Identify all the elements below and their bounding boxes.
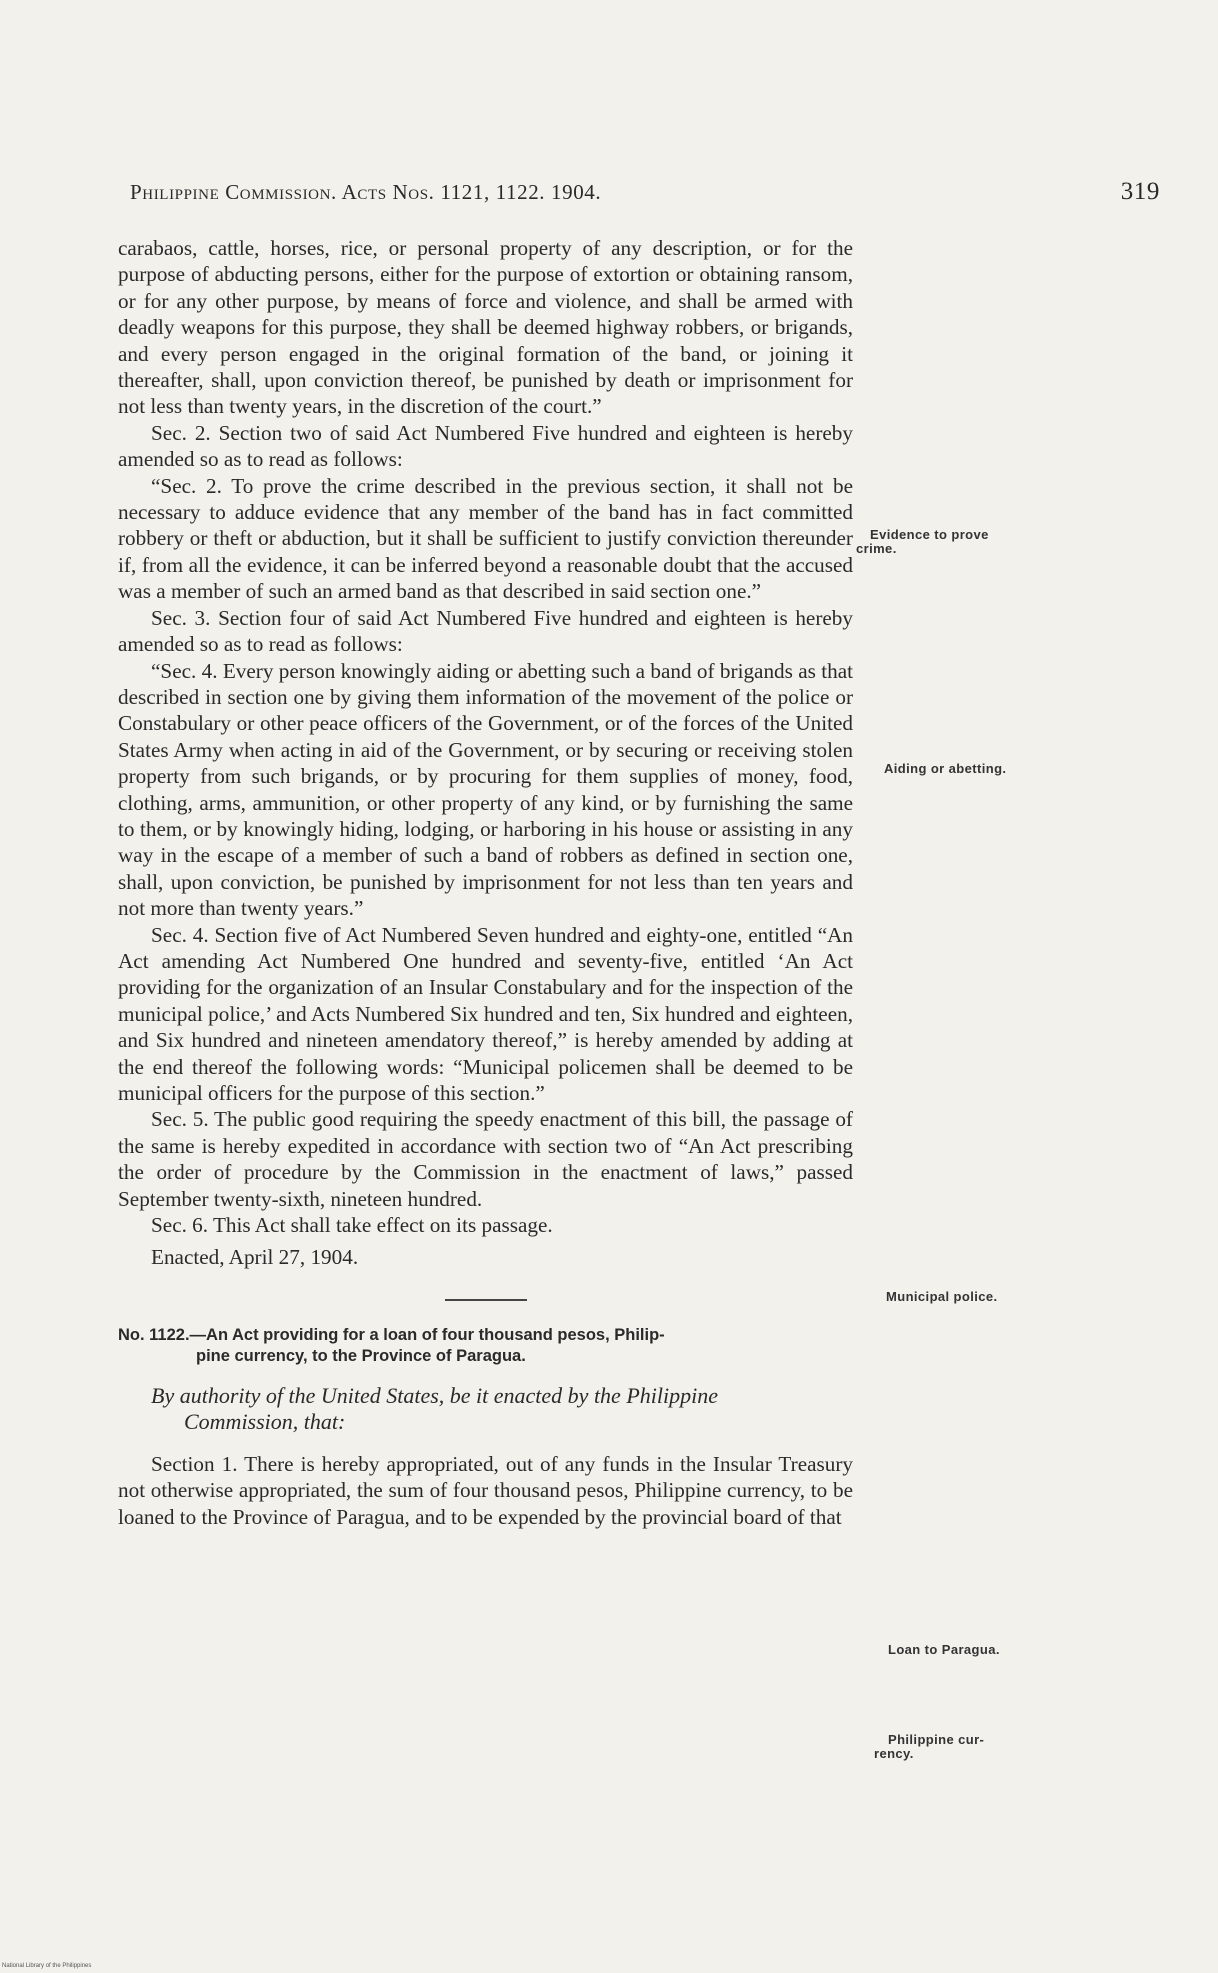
paragraph: Sec. 3. Section four of said Act Numbered Five hundred and eighteen is hereby amended so as to read as follows: [118,605,853,657]
section-divider [445,1299,527,1301]
paragraph: “Sec. 2. To prove the crime described in the previous section, it shall not be necessary to adduce evidence that any member of the band has in fact committed robbery or theft or abduction, but it shall be sufficient to justify conviction thereunder if, from all the evidence, it can be inferred beyond a reasonable doubt that the accused was a member of such an armed band as that described in said section one.” [118,473,853,604]
margin-note-line: Evidence to prove [870,527,989,542]
enacting-clause [118,1383,853,1435]
act-heading-line1: No. 1122.—An Act providing for a loan of four thousand pesos, Philip- [118,1325,665,1344]
enacting-clause-line2: Commission, that: [184,1408,346,1434]
margin-note-loan: Loan to Paragua. [888,1642,1000,1657]
enacting-clause-line1: By authority of the United States, be it enacted by the Philippine [151,1382,718,1408]
margin-note-line: Philippine cur- [888,1732,985,1747]
margin-note-line: crime. [856,541,897,556]
enacted-line: Enacted, April 27, 1904. [151,1245,359,1270]
page-number: 319 [1120,178,1160,205]
act-heading [118,1325,908,1367]
act-heading-line2: pine currency, to the Province of Paragua. [196,1346,526,1365]
running-head-title: Philippine Commission. Acts Nos. 1121, 1122. 1904. [130,180,602,204]
paragraph: Sec. 4. Section five of Act Numbered Seven hundred and eighty-one, entitled “An Act amending Act Numbered One hundred and seventy-five, entitled ‘An Act providing for the organization of an Insular Constabulary and for the inspection of the municipal police,’ and Acts Numbered Six hundred and ten, Six hundred and eighteen, and Six hundred and nineteen amendatory thereof,” is hereby amended by adding at the end thereof the following words: “Municipal policemen shall be deemed to be municipal officers for the purpose of this section.” [118,922,853,1105]
section-1: Section 1. There is hereby appropriated, out of any funds in the Insular Treasury not otherwise appropriated, the sum of four thousand pesos, Philippine currency, to be loaned to the Province of Paragua, and to be expended by the provincial board of that [118,1451,853,1529]
running-head [130,180,1160,210]
paragraph: carabaos, cattle, horses, rice, or personal property of any description, or for the purpose of abducting persons, either for the purpose of extortion or obtaining ransom, or for any other purpose, by means of force and violence, and shall be armed with deadly weapons for this purpose, they shall be deemed highway robbers, or brigands, and every person engaged in the original formation of the band, or joining it thereafter, shall, upon conviction thereof, be punished by death or imprisonment for not less than twenty years, in the discretion of the court.” [118,236,853,419]
paragraph: Sec. 2. Section two of said Act Numbered Five hundred and eighteen is hereby amended so as to read as follows: [118,420,853,472]
paragraph: “Sec. 4. Every person knowingly aiding or abetting such a band of brigands as that described in section one by giving them information of the movement of the police or Constabulary or other peace officers of the Government, or of the forces of the United States Army when acting in aid of the Government, or by securing or receiving stolen property from such brigands, or by procuring for them supplies of money, food, clothing, arms, ammunition, or other property of any kind, or by furnishing the same to them, or by knowingly hiding, lodging, or harboring in his house or assisting in any way in the escape of a member of such a band of robbers as defined in section one, shall, upon conviction, be punished by imprisonment for not less than ten years and not more than twenty years.” [118,658,853,921]
paragraph: Sec. 5. The public good requiring the speedy enactment of this bill, the passage of the same is hereby expedited in accordance with section two of “An Act prescribing the order of procedure by the Commission in the enactment of laws,” passed September twenty-sixth, nineteen hundred. [118,1107,853,1211]
margin-note-line: rency. [874,1746,914,1761]
margin-note-evidence [856,527,989,556]
paragraph: Sec. 6. This Act shall take effect on its passage. [151,1213,553,1238]
margin-note-aiding: Aiding or abetting. [884,761,1007,776]
margin-note-currency [874,1732,1056,1761]
body-text [118,235,853,1530]
scan-footer: National Library of the Philippines [2,1963,92,1969]
margin-note-municipal: Municipal police. [886,1289,998,1304]
